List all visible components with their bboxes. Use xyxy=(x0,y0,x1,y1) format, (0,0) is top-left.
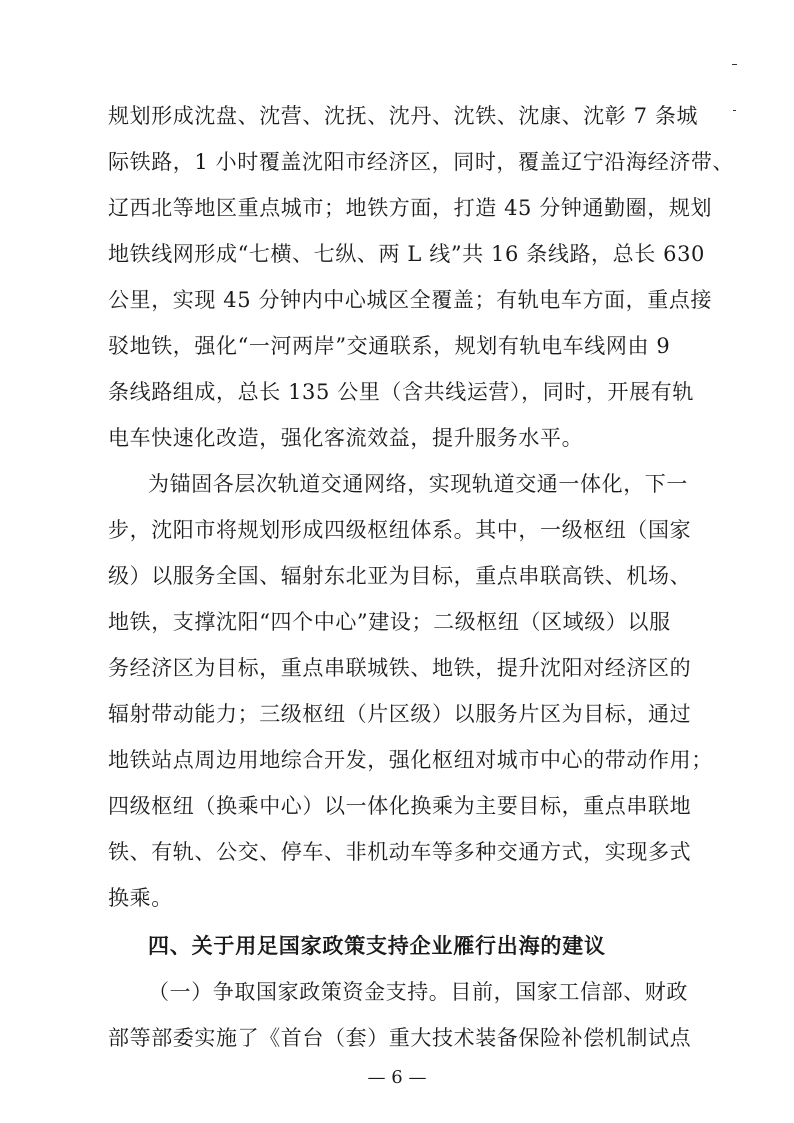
text-line: 际铁路，1 小时覆盖沈阳市经济区，同时，覆盖辽宁沿海经济带、 xyxy=(108,150,735,174)
section-heading: 四、关于用足国家政策支持企业雁行出海的建议 xyxy=(148,934,606,958)
text-line: 条线路组成，总长 135 公里（含共线运营），同时，开展有轨 xyxy=(108,380,694,404)
scan-mark xyxy=(732,64,737,65)
text-line: 地铁，支撑沈阳“四个中心”建设；二级枢纽（区域级）以服 xyxy=(108,610,671,634)
text-line: 部等部委实施了《首台（套）重大技术装备保险补偿机制试点 xyxy=(108,1026,692,1050)
text-line: 辽西北等地区重点城市；地铁方面，打造 45 分钟通勤圈，规划 xyxy=(108,196,713,220)
text-line: 为锚固各层次轨道交通网络，实现轨道交通一体化，下一 xyxy=(148,472,688,496)
page-number: — 6 — xyxy=(367,1067,427,1088)
text-line: 辐射带动能力；三级枢纽（片区级）以服务片区为目标，通过 xyxy=(108,702,692,726)
text-line: 规划形成沈盘、沈营、沈抚、沈丹、沈铁、沈康、沈彰 7 条城 xyxy=(108,104,699,128)
text-line: 换乘。 xyxy=(108,886,173,910)
text-line: 步，沈阳市将规划形成四级枢纽体系。其中，一级枢纽（国家 xyxy=(108,518,692,542)
text-line: 地铁线网形成“七横、七纵、两 L 线”共 16 条线路，总长 630 xyxy=(108,242,705,266)
text-line: 铁、有轨、公交、停车、非机动车等多种交通方式，实现多式 xyxy=(108,840,692,864)
text-line: 驳地铁，强化“一河两岸”交通联系，规划有轨电车线网由 9 xyxy=(108,334,671,358)
text-line: 务经济区为目标，重点串联城铁、地铁，提升沈阳对经济区的 xyxy=(108,656,692,680)
text-line: 公里，实现 45 分钟内中心城区全覆盖；有轨电车方面，重点接 xyxy=(108,288,713,312)
text-line: 地铁站点周边用地综合开发，强化枢纽对城市中心的带动作用； xyxy=(108,748,713,772)
text-line: （一）争取国家政策资金支持。目前，国家工信部、财政 xyxy=(148,980,688,1004)
text-line: 级）以服务全国、辐射东北亚为目标，重点串联高铁、机场、 xyxy=(108,564,692,588)
text-line: 四级枢纽（换乘中心）以一体化换乘为主要目标，重点串联地 xyxy=(108,794,692,818)
text-line: 电车快速化改造，强化客流效益，提升服务水平。 xyxy=(108,426,584,450)
